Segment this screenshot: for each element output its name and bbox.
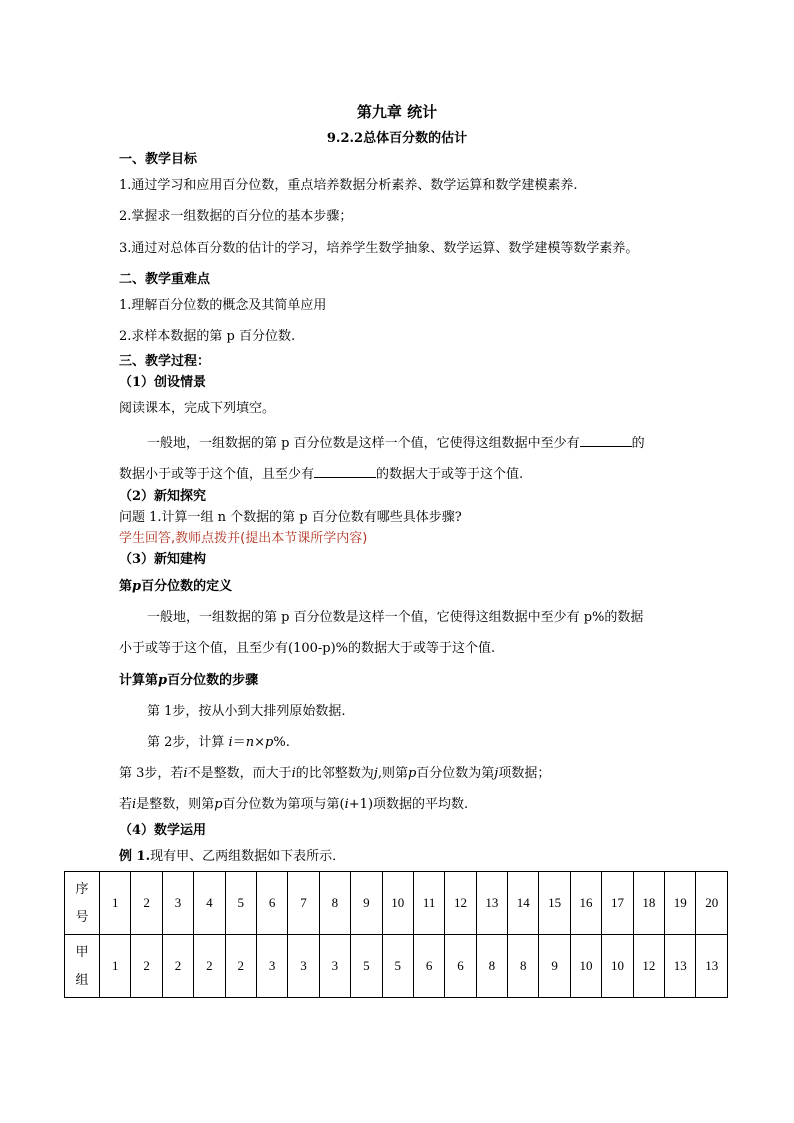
process-heading: 三、教学过程： xyxy=(119,354,211,369)
fill-text-2-end: 的数据大于或等于这个值. xyxy=(376,467,524,482)
table-cell: 5 xyxy=(351,935,382,998)
step-4-i2: i xyxy=(344,797,349,812)
table-cell: 6 xyxy=(445,935,476,998)
table-cell: 13 xyxy=(696,935,728,998)
step-2-text xyxy=(147,734,290,752)
step-4-a: 若 xyxy=(119,797,133,812)
table-cell: 9 xyxy=(539,935,570,998)
key-points-heading: 二、教学重难点 xyxy=(119,272,211,287)
step2-teacher-note: 学生回答,教师点拨并(提出本节课所学内容) xyxy=(119,531,368,546)
definition-heading-pre: 第 xyxy=(119,579,133,594)
table-cell: 2 xyxy=(131,872,162,935)
step-3-d: ,则第 xyxy=(377,766,408,781)
example-text: 现有甲、乙两组数据如下表所示． xyxy=(150,849,346,864)
table-cell: 10 xyxy=(382,872,413,935)
definition-line-2: 小于或等于这个值，且至少有(100-p)%的数据大于或等于这个值. xyxy=(119,641,496,656)
row-header-index xyxy=(65,872,100,935)
table-cell: 3 xyxy=(162,872,193,935)
steps-heading-var: p xyxy=(158,673,168,688)
table-cell: 19 xyxy=(665,872,696,935)
step1-intro: 阅读课本，完成下列填空。 xyxy=(119,401,276,416)
table-cell: 14 xyxy=(508,872,539,935)
table-cell: 8 xyxy=(508,935,539,998)
section-title: 9.2.2总体百分数的估计 xyxy=(326,131,468,146)
step-3-e: 百分位数为第 xyxy=(416,766,495,781)
row-header-group-a-1: 甲 xyxy=(75,944,89,959)
step-3-b: 不是整数，而大于 xyxy=(187,766,292,781)
step-3-i1: i xyxy=(183,766,188,781)
step-3-i2: i xyxy=(291,766,296,781)
table-cell: 20 xyxy=(696,872,728,935)
fill-blank-2[interactable] xyxy=(314,463,376,478)
table-cell: 5 xyxy=(382,935,413,998)
step1-heading: （1）创设情景 xyxy=(119,375,207,390)
step-2-times: × xyxy=(254,735,266,750)
steps-heading-pre: 计算第 xyxy=(119,673,159,688)
table-cell: 3 xyxy=(288,935,319,998)
definition-line-1: 一般地，一组数据的第 p 百分位数是这样一个值，它使得这组数据中至少有 p%的数据 xyxy=(147,610,644,625)
step2-heading: （2）新知探究 xyxy=(119,489,207,504)
step-3-text xyxy=(119,765,550,783)
table-cell: 12 xyxy=(633,935,664,998)
step-3-a: 第 3步，若 xyxy=(119,766,184,781)
table-cell: 6 xyxy=(256,872,287,935)
step-3-c: 的比邻整数为 xyxy=(295,766,374,781)
step-4-p: p xyxy=(214,797,223,812)
goals-heading: 一、教学目标 xyxy=(119,152,198,167)
step-4-i1: i xyxy=(132,797,137,812)
table-row-group-a xyxy=(65,935,728,998)
step-1-text: 第 1步，按从小到大排列原始数据. xyxy=(147,704,346,719)
table-cell: 8 xyxy=(476,935,507,998)
step-3-p: p xyxy=(407,766,417,781)
table-cell: 2 xyxy=(194,935,225,998)
step-2-n: n xyxy=(245,735,255,750)
fill-text-1-end: 的 xyxy=(631,436,645,451)
step-4-text xyxy=(119,796,468,814)
step2-question: 问题 1.计算一组 n 个数据的第 p 百分位数有哪些具体步骤? xyxy=(119,510,462,525)
goal-item-1: 1.通过学习和应用百分位数，重点培养数据分析素养、数学运算和数学建模素养. xyxy=(119,178,578,193)
table-cell: 3 xyxy=(319,935,350,998)
step1-fill-line-1 xyxy=(147,432,645,453)
data-table xyxy=(64,871,728,998)
step-2-eq: ＝ xyxy=(232,735,246,750)
step-2-i: i xyxy=(228,735,233,750)
step-2-pre: 第 2步，计算 xyxy=(147,735,225,750)
definition-heading-var: p xyxy=(132,579,142,594)
table-cell: 2 xyxy=(225,935,256,998)
table-cell: 17 xyxy=(602,872,633,935)
table-cell: 4 xyxy=(194,872,225,935)
table-cell: 1 xyxy=(100,872,131,935)
table-cell: 10 xyxy=(570,935,601,998)
table-cell: 15 xyxy=(539,872,570,935)
table-cell: 8 xyxy=(319,872,350,935)
table-cell: 16 xyxy=(570,872,601,935)
table-cell: 10 xyxy=(602,935,633,998)
fill-blank-1[interactable] xyxy=(580,432,632,447)
table-cell: 2 xyxy=(131,935,162,998)
step4-heading: （4）数学运用 xyxy=(119,823,207,838)
table-cell: 2 xyxy=(162,935,193,998)
table-cell: 6 xyxy=(413,935,444,998)
step-4-c: 百分位数为第项与第( xyxy=(222,797,345,812)
example-1 xyxy=(119,848,345,866)
row-header-group-a-2: 组 xyxy=(75,972,89,987)
table-cell: 11 xyxy=(413,872,444,935)
step-3-j1: j xyxy=(373,766,378,781)
fill-text-1: 一般地，一组数据的第 p 百分位数是这样一个值，它使得这组数据中至少有 xyxy=(147,436,580,451)
step-3-f: 项数据； xyxy=(498,766,551,781)
row-header-index-2: 号 xyxy=(75,909,89,924)
fill-text-2: 数据小于或等于这个值，且至少有 xyxy=(119,467,315,482)
table-cell: 7 xyxy=(288,872,319,935)
goal-item-3: 3.通过对总体百分数的估计的学习，培养学生数学抽象、数学运算、数学建模等数学素养。 xyxy=(119,241,639,256)
table-cell: 12 xyxy=(445,872,476,935)
definition-heading xyxy=(119,578,232,596)
row-header-group-a xyxy=(65,935,100,998)
key-point-2: 2.求样本数据的第 p 百分位数. xyxy=(119,329,296,344)
steps-heading-post: 百分位数的步骤 xyxy=(167,673,259,688)
table-cell: 5 xyxy=(225,872,256,935)
example-label: 例 1. xyxy=(119,849,151,864)
step-3-j2: j xyxy=(494,766,499,781)
table-cell: 13 xyxy=(476,872,507,935)
step-2-post: %. xyxy=(273,735,290,750)
goal-item-2: 2.掌握求一组数据的百分位的基本步骤； xyxy=(119,209,353,224)
table-cell: 18 xyxy=(633,872,664,935)
step-4-b: 是整数，则第 xyxy=(136,797,215,812)
table-cell: 9 xyxy=(351,872,382,935)
table-cell: 3 xyxy=(256,935,287,998)
chapter-title: 第九章 统计 xyxy=(356,103,438,121)
step-4-d: +1)项数据的平均数. xyxy=(348,797,469,812)
steps-heading xyxy=(119,672,258,690)
table-cell: 13 xyxy=(665,935,696,998)
step1-fill-line-2 xyxy=(119,463,523,484)
step-2-p: p xyxy=(265,735,274,750)
step3-heading: （3）新知建构 xyxy=(119,552,207,567)
row-header-index-1: 序 xyxy=(75,881,89,896)
table-row-index xyxy=(65,872,728,935)
definition-heading-post: 百分位数的定义 xyxy=(141,579,233,594)
key-point-1: 1.理解百分位数的概念及其简单应用 xyxy=(119,298,327,313)
table-cell: 1 xyxy=(100,935,131,998)
